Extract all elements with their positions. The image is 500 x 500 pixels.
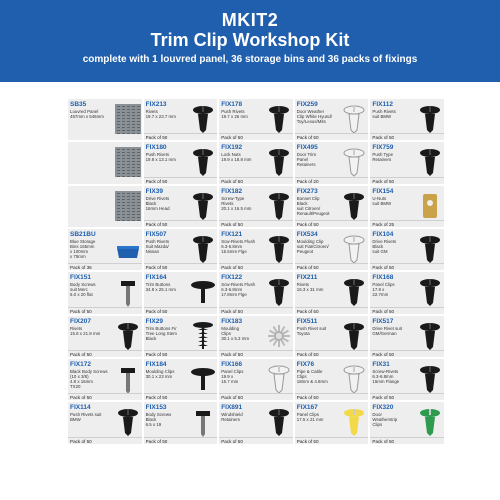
product-description: Panel Clips 17.5 x 21 mm (296, 412, 324, 423)
product-cell (295, 229, 369, 270)
product-description: Scw-Rivets Flush 6.3-6.8mm 15.5mm Flge (221, 238, 256, 254)
product-cell (295, 272, 369, 313)
pack-size: Pack of 50 (219, 220, 293, 227)
drive-rivet-icon (417, 234, 443, 264)
product-cell (219, 99, 293, 140)
pack-size: Pack of 50 (370, 133, 444, 140)
product-description: Blue Storage Bins 165mm x 100mm x 75mm (70, 238, 96, 259)
product-description: Door Trim Panel Retainers (296, 152, 317, 168)
product-description: Windshield Retainers (221, 412, 243, 423)
product-cell (144, 99, 218, 140)
pack-size: Pack of 50 (144, 350, 218, 357)
pack-size: Pack of 50 (219, 307, 293, 314)
product-description: Body Screws Black 6.5 x 19 (145, 412, 172, 428)
product-code: FIX178 (221, 101, 243, 108)
body-screw-icon (115, 364, 141, 394)
product-code: SB35 (70, 101, 87, 108)
rivet-icon (341, 277, 367, 307)
fir-tree-icon (190, 321, 216, 351)
product-code: SB21BU (70, 230, 96, 238)
pack-size: Pack of 50 (295, 437, 369, 444)
product-cell (144, 186, 218, 227)
product-cell (295, 99, 369, 140)
product-code: FIX259 (296, 101, 318, 108)
product-cell (68, 229, 142, 270)
pack-size: Pack of 50 (144, 177, 218, 184)
product-cell (68, 186, 142, 227)
product-description: Push Rivets 19.7 x 26 mm (221, 109, 248, 119)
pack-size: Pack of 50 (144, 393, 218, 400)
product-code: FIX121 (221, 230, 243, 238)
pack-size: Pack of 50 (219, 133, 293, 140)
pack-size: Pack of 50 (219, 393, 293, 400)
pack-size: Pack of 25 (370, 220, 444, 227)
drive-rivet-icon (190, 191, 216, 221)
kit-subtitle: complete with 1 louvred panel, 36 storage bins and 36 packs of fixings (82, 54, 418, 65)
product-cell (295, 316, 369, 357)
pack-size: Pack of 20 (295, 177, 369, 184)
product-code: FIX112 (372, 101, 393, 108)
trim-retainer-white-icon (341, 147, 367, 177)
pack-size: Pack of 50 (370, 263, 444, 270)
pack-size: Pack of 50 (144, 220, 218, 227)
product-description: Push Rivets 19.8 x 13.1 mm (145, 152, 176, 163)
product-code: FIX122 (221, 274, 243, 282)
product-cell (219, 316, 293, 357)
product-description: Body Screws suit Merc 6.0 x 20 flat (70, 282, 96, 298)
product-cell (295, 186, 369, 227)
product-code: FIX183 (221, 317, 243, 325)
kit-code: MKIT2 (221, 10, 279, 30)
product-cell (295, 359, 369, 400)
product-description: Black Body Screws (10 x 3/8) 4.8 x 16mm TX20 (70, 368, 108, 389)
header-banner (0, 0, 500, 82)
pack-size: Pack of 50 (219, 350, 293, 357)
product-code: FIX192 (221, 144, 243, 152)
push-rivet-icon (115, 407, 141, 437)
product-description: Push Rivet suit Toyota (296, 325, 327, 336)
product-description: Panel Clips 19.9 x 15.7 mm (221, 368, 244, 384)
product-cell (219, 272, 293, 313)
pack-size: Pack of 50 (295, 307, 369, 314)
pack-size: Pack of 50 (370, 437, 444, 444)
product-code: FIX320 (372, 404, 394, 412)
lock-nut-icon (266, 147, 292, 177)
push-rivet-icon (190, 234, 216, 264)
product-cell (68, 142, 142, 183)
weather-clip-white-icon (341, 104, 367, 134)
product-description: Drive Rivets Black 16mm Head (145, 195, 170, 211)
panel-icon (115, 191, 141, 221)
product-grid (68, 99, 444, 487)
pack-size: Pack of 50 (370, 307, 444, 314)
product-code: FIX534 (296, 230, 318, 238)
product-code: FIX168 (372, 274, 394, 282)
pack-size: Pack of 50 (295, 133, 369, 140)
product-description: Moulding Clips 30.1 x 5.3 mm (221, 325, 250, 341)
product-description: Moulding Clip suit Fiat/Citroen/ Peugeot (296, 238, 329, 254)
screw-rivet-icon (266, 277, 292, 307)
pack-size: Pack of 50 (68, 393, 142, 400)
product-cell (370, 402, 444, 443)
product-code: FIX114 (70, 404, 91, 412)
pack-size: Pack of 50 (219, 177, 293, 184)
product-description: Pipe & Cable Clips 18mm & 4.8mm (296, 368, 328, 384)
product-cell (295, 402, 369, 443)
body-screw-icon (115, 277, 141, 307)
product-code: FIX507 (145, 230, 167, 238)
product-code: FIX104 (372, 230, 394, 238)
product-cell (219, 186, 293, 227)
product-cell (370, 142, 444, 183)
weatherstrip-clip-green-icon (417, 407, 443, 437)
product-code: FIX167 (296, 404, 318, 412)
pack-size: Pack of 36 (68, 263, 142, 270)
bonnet-clip-icon (341, 191, 367, 221)
product-cell (144, 359, 218, 400)
product-code: FIX151 (70, 274, 91, 282)
pack-size: Pack of 50 (144, 263, 218, 270)
product-cell (144, 402, 218, 443)
product-description: U-Nuts suit BMW (372, 195, 392, 206)
product-cell (144, 316, 218, 357)
push-rivet-icon (341, 321, 367, 351)
product-cell (219, 359, 293, 400)
product-code: FIX39 (145, 187, 163, 195)
pack-size: Pack of 50 (370, 393, 444, 400)
moulding-clip-white-icon (341, 234, 367, 264)
product-code: FIX31 (372, 360, 390, 368)
product-description: Trim Buttons 34.8 x 25.1 mm (145, 282, 176, 293)
body-screw-icon (190, 407, 216, 437)
product-code: FIX213 (145, 101, 167, 108)
panel-icon (115, 147, 141, 177)
product-code: FIX184 (145, 360, 167, 368)
panel-clip-icon (417, 277, 443, 307)
product-description: Door Weather Clip White Hyund/ Toy/Lexus/Mits (296, 109, 332, 124)
product-description: Drive Rivet suit GM/German (372, 325, 402, 336)
product-code: FIX759 (372, 144, 394, 152)
pack-size: Pack of 50 (68, 307, 142, 314)
product-code: FIX153 (145, 404, 167, 412)
panel-clip-white-icon (266, 364, 292, 394)
pack-size: Pack of 50 (295, 263, 369, 270)
star-clip-white-icon (266, 321, 292, 351)
product-code: FIX273 (296, 187, 318, 195)
product-description: Push Rivets Suit Mazda/ Nissan (145, 238, 170, 254)
product-cell (68, 99, 142, 140)
product-cell (219, 402, 293, 443)
screw-rivet-icon (417, 364, 443, 394)
screw-rivet-icon (266, 234, 292, 264)
product-code: FIX517 (372, 317, 394, 325)
product-code: FIX29 (145, 317, 163, 325)
product-cell (370, 272, 444, 313)
trim-button-icon (190, 277, 216, 307)
pack-size: Pack of 50 (144, 133, 218, 140)
product-cell (68, 316, 142, 357)
product-code: FIX182 (221, 187, 243, 195)
product-code: FIX495 (296, 144, 318, 152)
product-code: FIX164 (145, 274, 167, 282)
product-cell (68, 359, 142, 400)
product-code: FIX891 (221, 404, 243, 412)
pack-size: Pack of 50 (144, 437, 218, 444)
rivet-icon (190, 104, 216, 134)
push-type-retainer-icon (417, 147, 443, 177)
product-description: Moulding Clips 30.1 x 23 mm (145, 368, 175, 379)
product-cell (219, 142, 293, 183)
product-cell (68, 402, 142, 443)
product-description: Trim Buttons Fir Tree Long Stem Black (145, 325, 177, 341)
product-cell (144, 272, 218, 313)
product-code: FIX166 (221, 360, 243, 368)
product-description: Scw-Rivets Flush 6.3-6.8mm 17.8mm Flge (221, 282, 256, 298)
product-code: FIX154 (372, 187, 394, 195)
product-description: Lock Nuts 19.9 x 18.8 mm (221, 152, 252, 163)
product-description: Panel Clips 17.8 x 22.7mm (372, 282, 395, 298)
panel-clip-yellow-icon (341, 407, 367, 437)
product-description: Bonnet Clip Black suit Citroen/ Renault/Peugeot (296, 195, 330, 216)
product-code: FIX76 (296, 360, 315, 368)
push-rivet-icon (417, 104, 443, 134)
product-description: Drive Rivets Black suit GM (372, 238, 397, 254)
product-cell (370, 359, 444, 400)
product-code: FIX180 (145, 144, 167, 152)
product-cell (370, 186, 444, 227)
pack-size: Pack of 50 (219, 263, 293, 270)
push-rivet-icon (266, 104, 292, 134)
product-code: FIX207 (70, 317, 91, 325)
rivet-icon (115, 321, 141, 351)
product-description: Push Rivets suit BMW (372, 109, 396, 119)
storage-bin-icon (115, 234, 141, 264)
drive-rivet-icon (417, 321, 443, 351)
product-cell (219, 229, 293, 270)
pack-size: Pack of 50 (68, 350, 142, 357)
product-cell (370, 316, 444, 357)
product-cell (68, 272, 142, 313)
pack-size: Pack of 50 (295, 350, 369, 357)
product-cell (370, 229, 444, 270)
product-description: Door Weatherstrip Clips (372, 412, 398, 428)
product-cell (144, 229, 218, 270)
pack-size: Pack of 50 (295, 393, 369, 400)
product-description: Screw-Type Rivets 20.1 x 16.5 mm (221, 195, 252, 211)
product-description: Screw-Rivets 6.3-6.8mm 15mm Flange (372, 368, 400, 384)
pipe-clip-white-icon (341, 364, 367, 394)
product-description: Rivets 15.8 x 21.9 mm (70, 325, 101, 336)
pack-size: Pack of 50 (68, 437, 142, 444)
product-description: Rivets 16.3 x 31 mm (296, 282, 324, 293)
panel-icon (115, 104, 141, 134)
windshield-retainer-icon (266, 407, 292, 437)
kit-title: Trim Clip Workshop Kit (150, 30, 350, 50)
product-code: FIX172 (70, 360, 91, 368)
product-description: Push Rivets suit BMW (70, 412, 102, 423)
product-code: FIX511 (296, 317, 318, 325)
product-code: FIX211 (296, 274, 318, 282)
u-nut-icon (417, 191, 443, 221)
push-rivet-icon (190, 147, 216, 177)
moulding-clip-icon (190, 364, 216, 394)
pack-size: Pack of 50 (295, 220, 369, 227)
product-cell (370, 99, 444, 140)
pack-size: Pack of 50 (219, 437, 293, 444)
product-description: Rivets 19.7 x 23.7 mm (145, 109, 176, 119)
pack-size: Pack of 50 (370, 177, 444, 184)
product-cell (144, 142, 218, 183)
screw-rivet-icon (266, 191, 292, 221)
product-description: Louvred Panel 457mm x 546mm (70, 109, 104, 119)
pack-size: Pack of 50 (144, 307, 218, 314)
product-description: Push Type Retainers (372, 152, 394, 163)
product-cell (295, 142, 369, 183)
pack-size: Pack of 50 (370, 350, 444, 357)
